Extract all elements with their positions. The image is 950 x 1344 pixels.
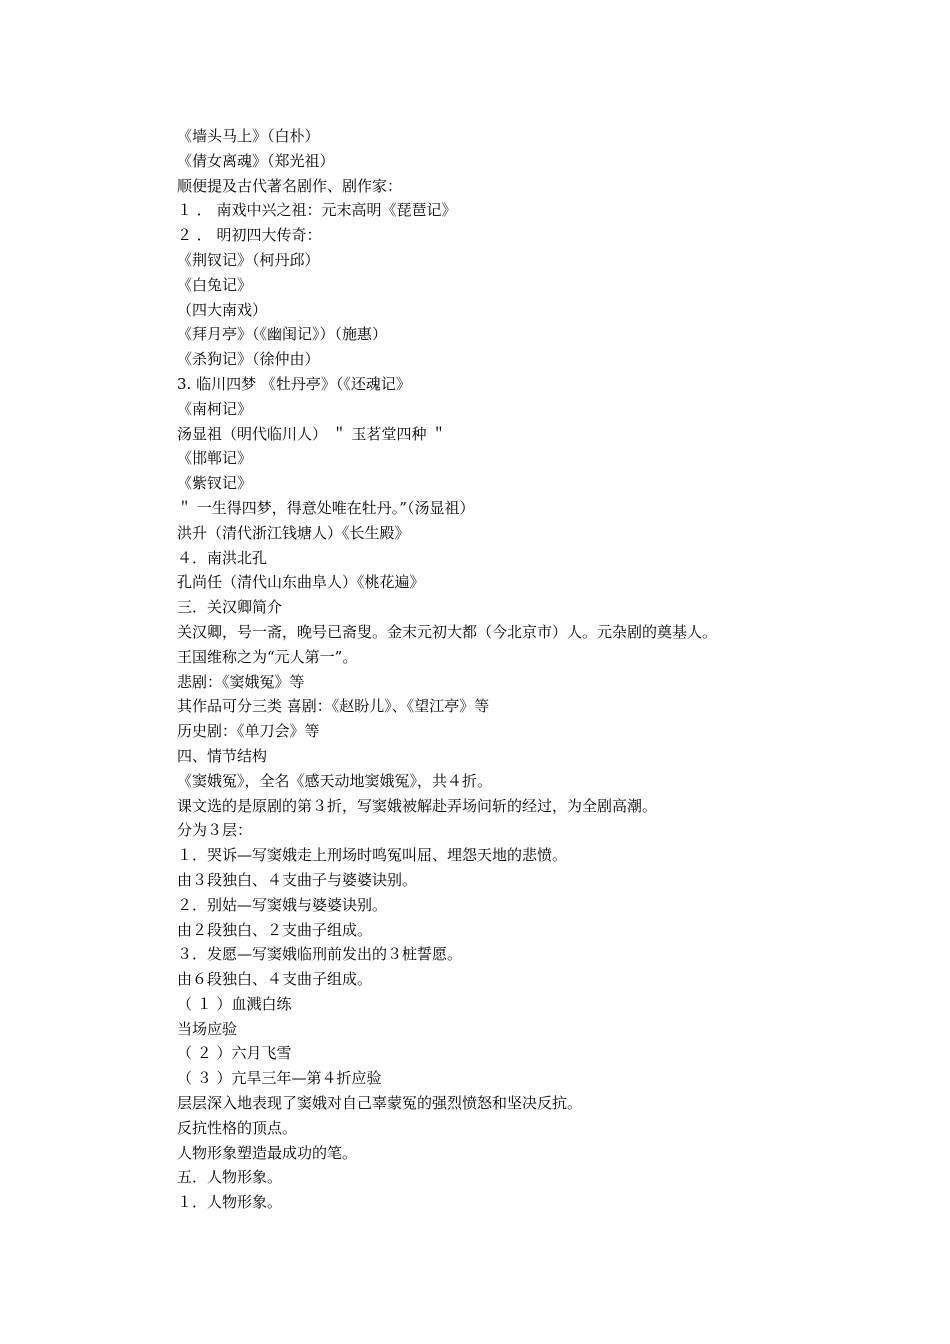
text-line: 层层深入地表现了窦娥对自己辜蒙冤的强烈愤怒和坚决反抗。	[177, 1094, 583, 1113]
text-line: 《荆钗记》（柯丹邱）	[177, 250, 320, 269]
text-line: 由３段独白、４支曲子与婆婆诀别。	[177, 870, 418, 889]
text-line: 人物形象塑造最成功的笔。	[177, 1143, 358, 1162]
text-line: 顺便提及古代著名剧作、剧作家：	[177, 176, 403, 195]
text-line: 由２段独白、２支曲子组成。	[177, 920, 373, 939]
text-line: （ ２ ）六月飞雪	[177, 1044, 292, 1063]
text-line: ＂ 一生得四梦，得意处唯在牡丹。”（汤显祖）	[177, 498, 475, 517]
text-line: （ ３ ）亢旱三年—第４折应验	[177, 1069, 382, 1088]
text-line: 3. 临川四梦 《牡丹亭》（《还魂记》	[177, 374, 411, 393]
text-line: 《紫钗记》	[177, 474, 253, 493]
text-line: 其作品可分三类 喜剧：《赵盼儿》、《望江亭》等	[177, 697, 490, 716]
text-line: 《倩女离魂》（郑光祖）	[177, 151, 335, 170]
text-line: 课文选的是原剧的第３折，写窦娥被解赴弄场问斩的经过，为全剧高潮。	[177, 796, 658, 815]
text-line: 《墙头马上》（白朴）	[177, 127, 320, 145]
text-line: （ １ ）血溅白练	[177, 994, 292, 1013]
text-line: 《拜月亭》（《幽闺记》）（施惠）	[177, 325, 388, 344]
text-line: 分为３层：	[177, 821, 253, 840]
text-line: ２．别姑—写窦娥与婆婆诀别。	[177, 895, 388, 914]
text-line: 汤显祖（明代临川人） ＂ 玉茗堂四种 ＂	[177, 424, 447, 443]
text-line: 关汉卿，号一斋，晚号已斋叟。金末元初大都（今北京市）人。元杂剧的奠基人。	[177, 622, 718, 641]
section-heading: 四、情节结构	[177, 746, 268, 765]
text-line: 《窦娥冤》，全名《感天动地窦娥冤》，共４折。	[177, 771, 493, 790]
text-line: 由６段独白、４支曲子组成。	[177, 970, 373, 989]
text-line: 当场应验	[177, 1019, 238, 1038]
text-line: 《邯郸记》	[177, 449, 253, 468]
text-line: 反抗性格的顶点。	[177, 1118, 298, 1137]
text-line: １．哭诉—写窦娥走上刑场时鸣冤叫屈、埋怨天地的悲愤。	[177, 846, 568, 865]
text-line: 《南柯记》	[177, 399, 253, 418]
text-line: 王国维称之为“元人第一”。	[177, 647, 358, 666]
text-line: 历史剧：《单刀会》等	[177, 722, 320, 741]
section-heading: 五．人物形象。	[177, 1168, 283, 1187]
text-line: １．人物形象。	[177, 1193, 283, 1212]
text-line: ４．南洪北孔	[177, 548, 268, 567]
text-line: ２ ． 明初四大传奇：	[177, 226, 322, 245]
text-line: １ ． 南戏中兴之祖：元末高明《琵琶记》	[177, 201, 457, 220]
text-line: （四大南戏）	[177, 300, 268, 319]
text-line: ３．发愿—写窦娥临刑前发出的３桩誓愿。	[177, 945, 463, 964]
text-line: 悲剧：《窦娥冤》等	[177, 672, 305, 691]
section-heading: 三．关汉卿简介	[177, 598, 283, 617]
document-page	[177, 124, 917, 1215]
text-line: 《杀狗记》（徐仲由）	[177, 350, 320, 369]
text-line: 洪升（清代浙江钱塘人）《长生殿》	[177, 523, 410, 542]
text-line: 《白兔记》	[177, 275, 253, 294]
text-line: 孔尚任（清代山东曲阜人）《桃花遍》	[177, 573, 425, 592]
